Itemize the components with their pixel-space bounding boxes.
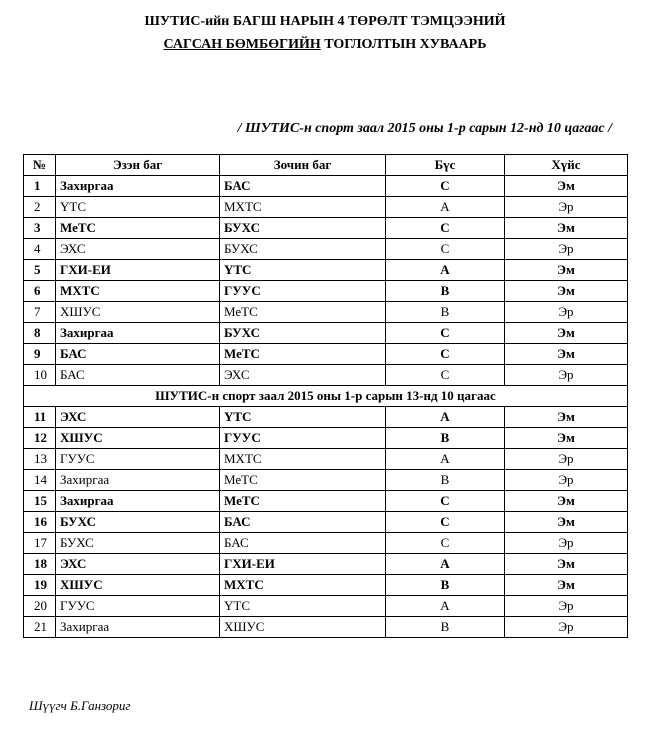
table-row [24, 449, 628, 470]
away-team-cell: МХТС [220, 449, 386, 470]
zone-cell: В [386, 428, 505, 449]
gender-cell: Эм [505, 323, 628, 344]
header-number: № [24, 155, 56, 176]
gender-cell: Эр [505, 239, 628, 260]
header-home-team: Эзэн баг [56, 155, 220, 176]
zone-cell: А [386, 554, 505, 575]
gender-cell: Эр [505, 617, 628, 638]
home-team-cell: БУХС [56, 512, 220, 533]
zone-cell: А [386, 449, 505, 470]
zone-cell: С [386, 239, 505, 260]
away-team-cell: ҮТС [220, 596, 386, 617]
home-team-cell: БАС [56, 365, 220, 386]
away-team-cell: ГХИ-ЕИ [220, 554, 386, 575]
home-team-cell: ХШУС [56, 575, 220, 596]
document-title-line-2 [0, 37, 650, 53]
gender-cell: Эм [505, 344, 628, 365]
away-team-cell: БУХС [220, 218, 386, 239]
home-team-cell: МХТС [56, 281, 220, 302]
table-row [24, 197, 628, 218]
table-row [24, 617, 628, 638]
gender-cell: Эм [505, 260, 628, 281]
title-rest-part: ТОГЛОЛТЫН ХУВААРЬ [320, 37, 487, 52]
zone-cell: А [386, 407, 505, 428]
home-team-cell: ЭХС [56, 554, 220, 575]
match-number-cell: 18 [24, 554, 56, 575]
table-row [24, 512, 628, 533]
away-team-cell: МеТС [220, 302, 386, 323]
gender-cell: Эр [505, 596, 628, 617]
away-team-cell: ГУУС [220, 428, 386, 449]
match-number-cell: 3 [24, 218, 56, 239]
zone-cell: В [386, 470, 505, 491]
table-row [24, 407, 628, 428]
match-number-cell: 5 [24, 260, 56, 281]
table-row [24, 365, 628, 386]
match-number-cell: 12 [24, 428, 56, 449]
zone-cell: В [386, 575, 505, 596]
zone-cell: А [386, 596, 505, 617]
venue-date-subtitle: / ШУТИС-н спорт заал 2015 оны 1-р сарын 12-нд 10 цагаас / [237, 121, 612, 136]
table-row [24, 302, 628, 323]
gender-cell: Эм [505, 407, 628, 428]
table-row [24, 575, 628, 596]
gender-cell: Эр [505, 302, 628, 323]
match-number-cell: 11 [24, 407, 56, 428]
home-team-cell: ГУУС [56, 596, 220, 617]
home-team-cell: ЭХС [56, 239, 220, 260]
away-team-cell: МеТС [220, 344, 386, 365]
away-team-cell: ҮТС [220, 407, 386, 428]
home-team-cell: Захиргаа [56, 617, 220, 638]
match-number-cell: 1 [24, 176, 56, 197]
gender-cell: Эр [505, 365, 628, 386]
gender-cell: Эр [505, 470, 628, 491]
document-title-line-1: ШУТИС-ийн БАГШ НАРЫН 4 ТӨРӨЛТ ТЭМЦЭЭНИЙ [144, 14, 506, 29]
gender-cell: Эр [505, 449, 628, 470]
away-team-cell: МХТС [220, 197, 386, 218]
match-number-cell: 6 [24, 281, 56, 302]
gender-cell: Эм [505, 218, 628, 239]
table-row [24, 260, 628, 281]
home-team-cell: ГУУС [56, 449, 220, 470]
match-number-cell: 4 [24, 239, 56, 260]
home-team-cell: БУХС [56, 533, 220, 554]
home-team-cell: Захиргаа [56, 470, 220, 491]
table-header-row [24, 155, 628, 176]
zone-cell: А [386, 260, 505, 281]
match-number-cell: 15 [24, 491, 56, 512]
table-row [24, 554, 628, 575]
away-team-cell: ГУУС [220, 281, 386, 302]
away-team-cell: МеТС [220, 470, 386, 491]
gender-cell: Эм [505, 491, 628, 512]
table-row [24, 218, 628, 239]
gender-cell: Эм [505, 512, 628, 533]
gender-cell: Эр [505, 197, 628, 218]
header-gender: Хүйс [505, 155, 628, 176]
table-row [24, 491, 628, 512]
away-team-cell: БАС [220, 176, 386, 197]
title-underlined-part: САГСАН БӨМБӨГИЙН [163, 37, 321, 52]
header-away-team: Зочин баг [220, 155, 386, 176]
match-number-cell: 2 [24, 197, 56, 218]
gender-cell: Эм [505, 281, 628, 302]
match-number-cell: 21 [24, 617, 56, 638]
table-row [24, 596, 628, 617]
match-number-cell: 13 [24, 449, 56, 470]
zone-cell: С [386, 176, 505, 197]
home-team-cell: ХШУС [56, 302, 220, 323]
home-team-cell: Захиргаа [56, 491, 220, 512]
match-number-cell: 16 [24, 512, 56, 533]
table-row [24, 239, 628, 260]
table-body [24, 176, 628, 638]
match-number-cell: 7 [24, 302, 56, 323]
zone-cell: С [386, 218, 505, 239]
zone-cell: В [386, 281, 505, 302]
match-number-cell: 17 [24, 533, 56, 554]
match-number-cell: 10 [24, 365, 56, 386]
zone-cell: С [386, 344, 505, 365]
away-team-cell: МХТС [220, 575, 386, 596]
home-team-cell: ГХИ-ЕИ [56, 260, 220, 281]
home-team-cell: ЭХС [56, 407, 220, 428]
zone-cell: С [386, 365, 505, 386]
zone-cell: А [386, 197, 505, 218]
gender-cell: Эм [505, 554, 628, 575]
table-row [24, 428, 628, 449]
zone-cell: С [386, 533, 505, 554]
session-separator-row [24, 386, 628, 407]
away-team-cell: МеТС [220, 491, 386, 512]
zone-cell: В [386, 617, 505, 638]
header-zone: Бүс [386, 155, 505, 176]
table-row [24, 323, 628, 344]
match-number-cell: 14 [24, 470, 56, 491]
away-team-cell: БАС [220, 512, 386, 533]
gender-cell: Эр [505, 533, 628, 554]
zone-cell: С [386, 323, 505, 344]
table-row [24, 281, 628, 302]
match-number-cell: 9 [24, 344, 56, 365]
away-team-cell: ЭХС [220, 365, 386, 386]
gender-cell: Эм [505, 575, 628, 596]
home-team-cell: Захиргаа [56, 323, 220, 344]
home-team-cell: ХШУС [56, 428, 220, 449]
away-team-cell: ХШУС [220, 617, 386, 638]
away-team-cell: БУХС [220, 239, 386, 260]
gender-cell: Эм [505, 428, 628, 449]
schedule-table [23, 154, 628, 638]
match-number-cell: 8 [24, 323, 56, 344]
gender-cell: Эм [505, 176, 628, 197]
away-team-cell: БАС [220, 533, 386, 554]
referee-signature: Шүүгч Б.Ганзориг [29, 698, 131, 713]
zone-cell: С [386, 491, 505, 512]
home-team-cell: ҮТС [56, 197, 220, 218]
table-row [24, 176, 628, 197]
table-row [24, 470, 628, 491]
match-number-cell: 20 [24, 596, 56, 617]
home-team-cell: Захиргаа [56, 176, 220, 197]
home-team-cell: МеТС [56, 218, 220, 239]
home-team-cell: БАС [56, 344, 220, 365]
second-session-label: ШУТИС-н спорт заал 2015 оны 1-р сарын 13-нд 10 цагаас [24, 386, 628, 407]
away-team-cell: ҮТС [220, 260, 386, 281]
table-row [24, 344, 628, 365]
away-team-cell: БУХС [220, 323, 386, 344]
zone-cell: В [386, 302, 505, 323]
match-number-cell: 19 [24, 575, 56, 596]
table-row [24, 533, 628, 554]
zone-cell: С [386, 512, 505, 533]
